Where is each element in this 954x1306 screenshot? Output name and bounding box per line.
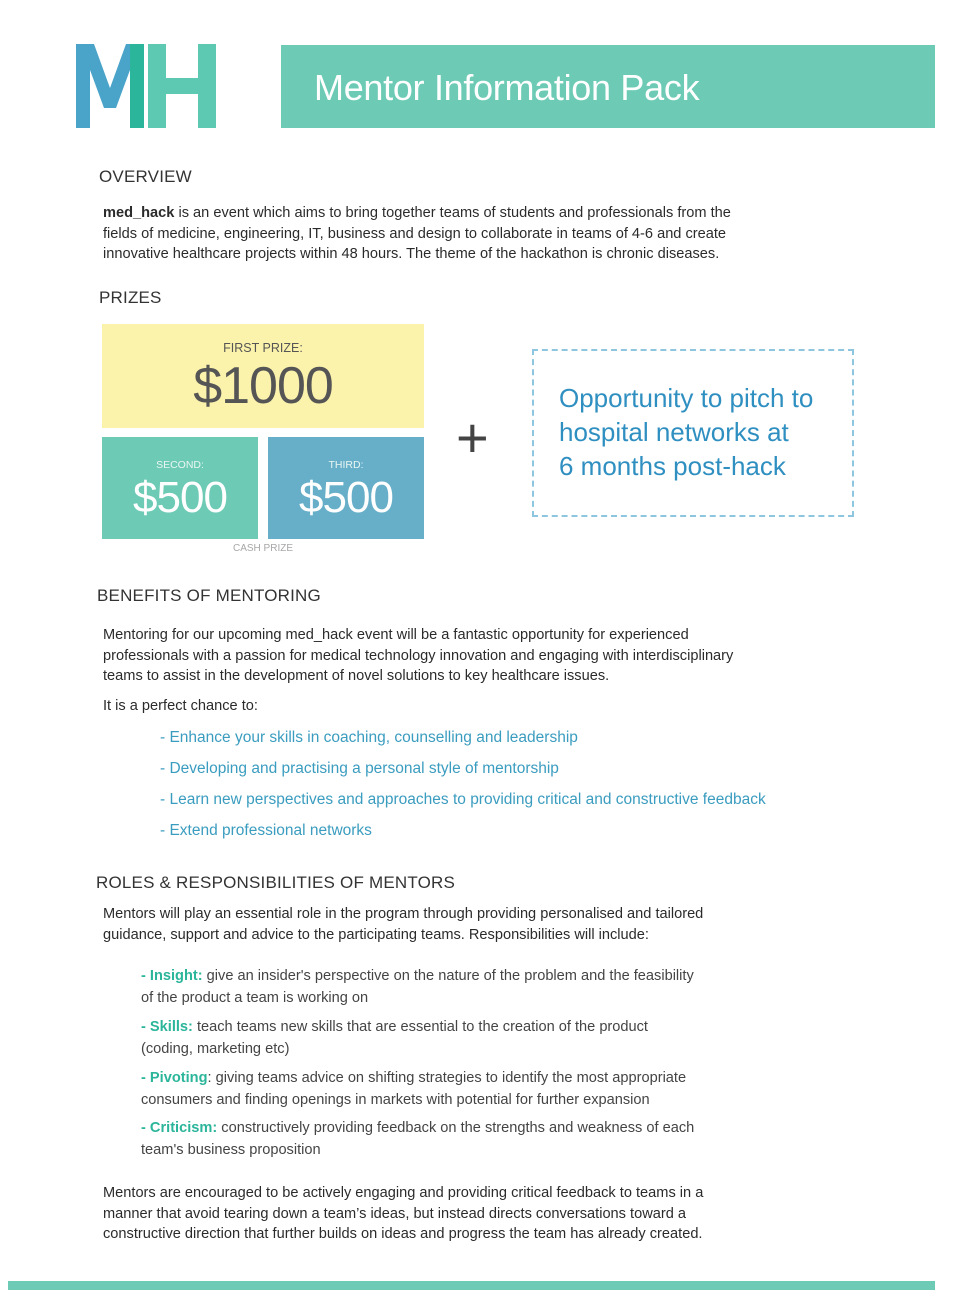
benefit-bullet: - Learn new perspectives and approaches to providing critical and constructive feedback — [160, 791, 766, 808]
responsibility-item — [141, 1017, 841, 1060]
roles-line: Mentors will play an essential role in the program through providing personalised and tailored — [103, 906, 704, 922]
overview-line: fields of medicine, engineering, IT, business and design to collaborate in teams of 4-6 and create — [103, 225, 727, 242]
mh-logo — [76, 44, 218, 130]
title-banner — [281, 45, 935, 128]
plus-sign: + — [456, 406, 489, 469]
responsibility-key: - Criticism: — [141, 1120, 218, 1136]
overview-line: innovative healthcare projects within 48 hours. The theme of the hackathon is chronic diseases. — [103, 246, 720, 262]
roles-paragraph — [103, 904, 883, 945]
overview-heading: OVERVIEW — [99, 167, 192, 186]
prizes-heading: PRIZES — [99, 288, 162, 307]
responsibility-text: give an insider's perspective on the nature of the problem and the feasibility — [202, 968, 694, 984]
benefit-bullet: - Developing and practising a personal style of mentorship — [160, 760, 559, 777]
first-prize-box — [102, 324, 424, 428]
third-prize-box — [268, 437, 424, 539]
responsibility-text: (coding, marketing etc) — [141, 1040, 290, 1057]
responsibility-text: constructively providing feedback on the strengths and weakness of each — [217, 1120, 695, 1136]
first-prize-label: FIRST PRIZE: — [223, 341, 303, 355]
responsibility-key: - Insight: — [141, 968, 203, 984]
benefits-line: teams to assist in the development of novel solutions to key healthcare issues. — [103, 668, 610, 684]
page-title: Mentor Information Pack — [314, 67, 700, 108]
benefit-bullet: - Extend professional networks — [160, 822, 372, 839]
responsibility-item — [141, 966, 841, 1009]
pitch-opportunity-box — [532, 349, 854, 517]
pitch-line: hospital networks at — [559, 417, 789, 447]
closing-line: Mentors are encouraged to be actively engaging and providing critical feedback to teams in a — [103, 1185, 704, 1201]
closing-line: manner that avoid tearing down a team’s ideas, but instead directs conversations toward a — [103, 1205, 687, 1222]
pitch-opportunity-text — [559, 381, 849, 483]
footer-bar — [8, 1281, 935, 1290]
benefits-heading: BENEFITS OF MENTORING — [97, 586, 321, 605]
responsibility-text: : giving teams advice on shifting strategies to identify the most appropriate — [207, 1070, 687, 1086]
responsibility-text: consumers and finding openings in markets with potential for further expansion — [141, 1091, 650, 1108]
pitch-line: 6 months post-hack — [559, 451, 786, 481]
responsibility-item — [141, 1068, 841, 1111]
closing-line: constructive direction that further builds on ideas and progress the team has already created. — [103, 1226, 703, 1242]
responsibility-text: teach teams new skills that are essential to the creation of the product — [192, 1019, 648, 1035]
responsibility-text: of the product a team is working on — [141, 989, 369, 1006]
roles-heading: ROLES & RESPONSIBILITIES OF MENTORS — [96, 873, 456, 892]
cash-prize-label: CASH PRIZE — [232, 543, 293, 554]
responsibility-text: team's business proposition — [141, 1141, 321, 1158]
benefits-line: Mentoring for our upcoming med_hack event will be a fantastic opportunity for experienced — [103, 627, 689, 643]
closing-paragraph — [103, 1183, 903, 1245]
second-prize-box — [102, 437, 258, 539]
third-prize-label: THIRD: — [328, 459, 364, 471]
responsibility-key: - Pivoting — [141, 1070, 208, 1086]
roles-line: guidance, support and advice to the participating teams. Responsibilities will include: — [103, 926, 649, 943]
responsibility-item — [141, 1118, 841, 1161]
second-prize-amount: $500 — [133, 473, 227, 522]
overview-paragraph — [103, 203, 883, 265]
benefits-intro: It is a perfect chance to: — [103, 698, 258, 714]
pitch-line: Opportunity to pitch to — [559, 383, 814, 413]
benefits-line: professionals with a passion for medical technology innovation and engaging with interdisciplinary — [103, 647, 734, 664]
first-prize-amount: $1000 — [193, 357, 333, 415]
benefits-paragraph — [103, 625, 903, 687]
second-prize-label: SECOND: — [156, 459, 204, 471]
third-prize-amount: $500 — [299, 473, 393, 522]
overview-line: is an event which aims to bring together teams of students and professionals from the — [174, 205, 731, 221]
overview-lead: med_hack — [103, 205, 175, 221]
responsibility-key: - Skills: — [141, 1019, 193, 1035]
benefit-bullet: - Enhance your skills in coaching, counselling and leadership — [160, 729, 578, 746]
